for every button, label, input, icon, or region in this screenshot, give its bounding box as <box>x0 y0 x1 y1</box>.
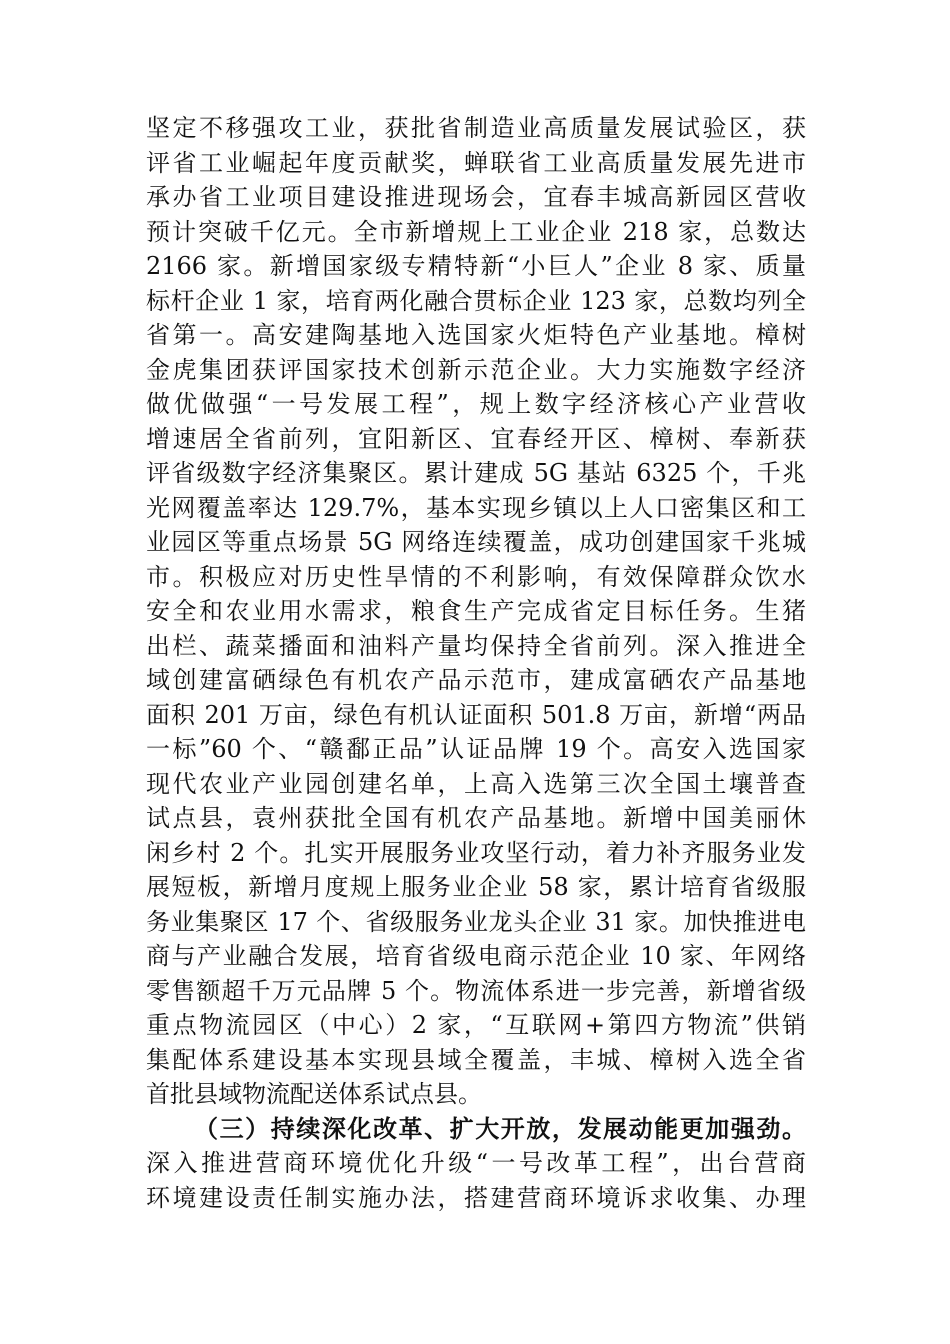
text-line: 增速居全省前列，宜阳新区、宜春经开区、樟树、奉新获 <box>146 424 806 453</box>
text-line: 业园区等重点场景 5G 网络连续覆盖，成功创建国家千兆城 <box>146 528 806 556</box>
text-line: 集配体系建设基本实现县域全覆盖，丰城、樟树入选全省 <box>146 1045 806 1074</box>
text-line: 光网覆盖率达 129.7%，基本实现乡镇以上人口密集区和工 <box>146 493 806 522</box>
section-heading-line <box>146 1112 806 1147</box>
text-line: 一标”60 个、“赣鄱正品”认证品牌 19 个。高安入选国家 <box>146 735 806 763</box>
text-line: 试点县，袁州获批全国有机农产品基地。新增中国美丽休 <box>146 804 806 832</box>
text-line: 面积 201 万亩，绿色有机认证面积 501.8 万亩，新增“两品 <box>146 700 806 729</box>
text-line: 市。积极应对历史性旱情的不利影响，有效保障群众饮水 <box>146 562 806 591</box>
text-line: 闲乡村 2 个。扎实开展服务业攻坚行动，着力补齐服务业发 <box>146 838 806 867</box>
text-line: 安全和农业用水需求，粮食生产完成省定目标任务。生猪 <box>146 597 806 625</box>
text-line: 2166 家。新增国家级专精特新“小巨人”企业 8 家、质量 <box>146 252 806 280</box>
body-text <box>146 111 806 1215</box>
text-line: 预计突破千亿元。全市新增规上工业企业 218 家，总数达 <box>146 217 806 246</box>
text-line: 重点物流园区（中心）2 家，“互联网+第四方物流”供销 <box>146 1011 806 1039</box>
text-line: 现代农业产业园创建名单，上高入选第三次全国土壤普查 <box>146 769 806 798</box>
text-line: 环境建设责任制实施办法，搭建营商环境诉求收集、办理 <box>146 1183 806 1212</box>
text-line: 出栏、蔬菜播面和油料产量均保持全省前列。深入推进全 <box>146 631 806 660</box>
section-heading: （三）持续深化改革、扩大开放，发展动能更加强劲。 <box>194 1113 806 1143</box>
text-line: 标杆企业 1 家，培育两化融合贯标企业 123 家，总数均列全 <box>146 286 806 315</box>
text-line: 省第一。高安建陶基地入选国家火炬特色产业基地。樟树 <box>146 321 806 349</box>
text-line: 做优做强“一号发展工程”，规上数字经济核心产业营收 <box>146 390 806 418</box>
text-line: 务业集聚区 17 个、省级服务业龙头企业 31 家。加快推进电 <box>146 907 806 936</box>
text-line: 商与产业融合发展，培育省级电商示范企业 10 家、年网络 <box>146 942 806 970</box>
text-line: 金虎集团获评国家技术创新示范企业。大力实施数字经济 <box>146 355 806 384</box>
text-line: 坚定不移强攻工业，获批省制造业高质量发展试验区，获 <box>146 114 806 142</box>
text-line: 评省工业崛起年度贡献奖，蝉联省工业高质量发展先进市 <box>146 148 806 177</box>
text-line: 评省级数字经济集聚区。累计建成 5G 基站 6325 个，千兆 <box>146 459 806 487</box>
text-line: 展短板，新增月度规上服务业企业 58 家，累计培育省级服 <box>146 873 806 901</box>
paragraph-last-line: 首批县域物流配送体系试点县。 <box>146 1080 482 1108</box>
text-line: 深入推进营商环境优化升级“一号改革工程”，出台营商 <box>146 1149 806 1177</box>
text-line: 域创建富硒绿色有机农产品示范市，建成富硒农产品基地 <box>146 666 806 694</box>
text-line: 零售额超千万元品牌 5 个。物流体系进一步完善，新增省级 <box>146 976 806 1005</box>
text-line: 承办省工业项目建设推进现场会，宜春丰城高新园区营收 <box>146 183 806 211</box>
